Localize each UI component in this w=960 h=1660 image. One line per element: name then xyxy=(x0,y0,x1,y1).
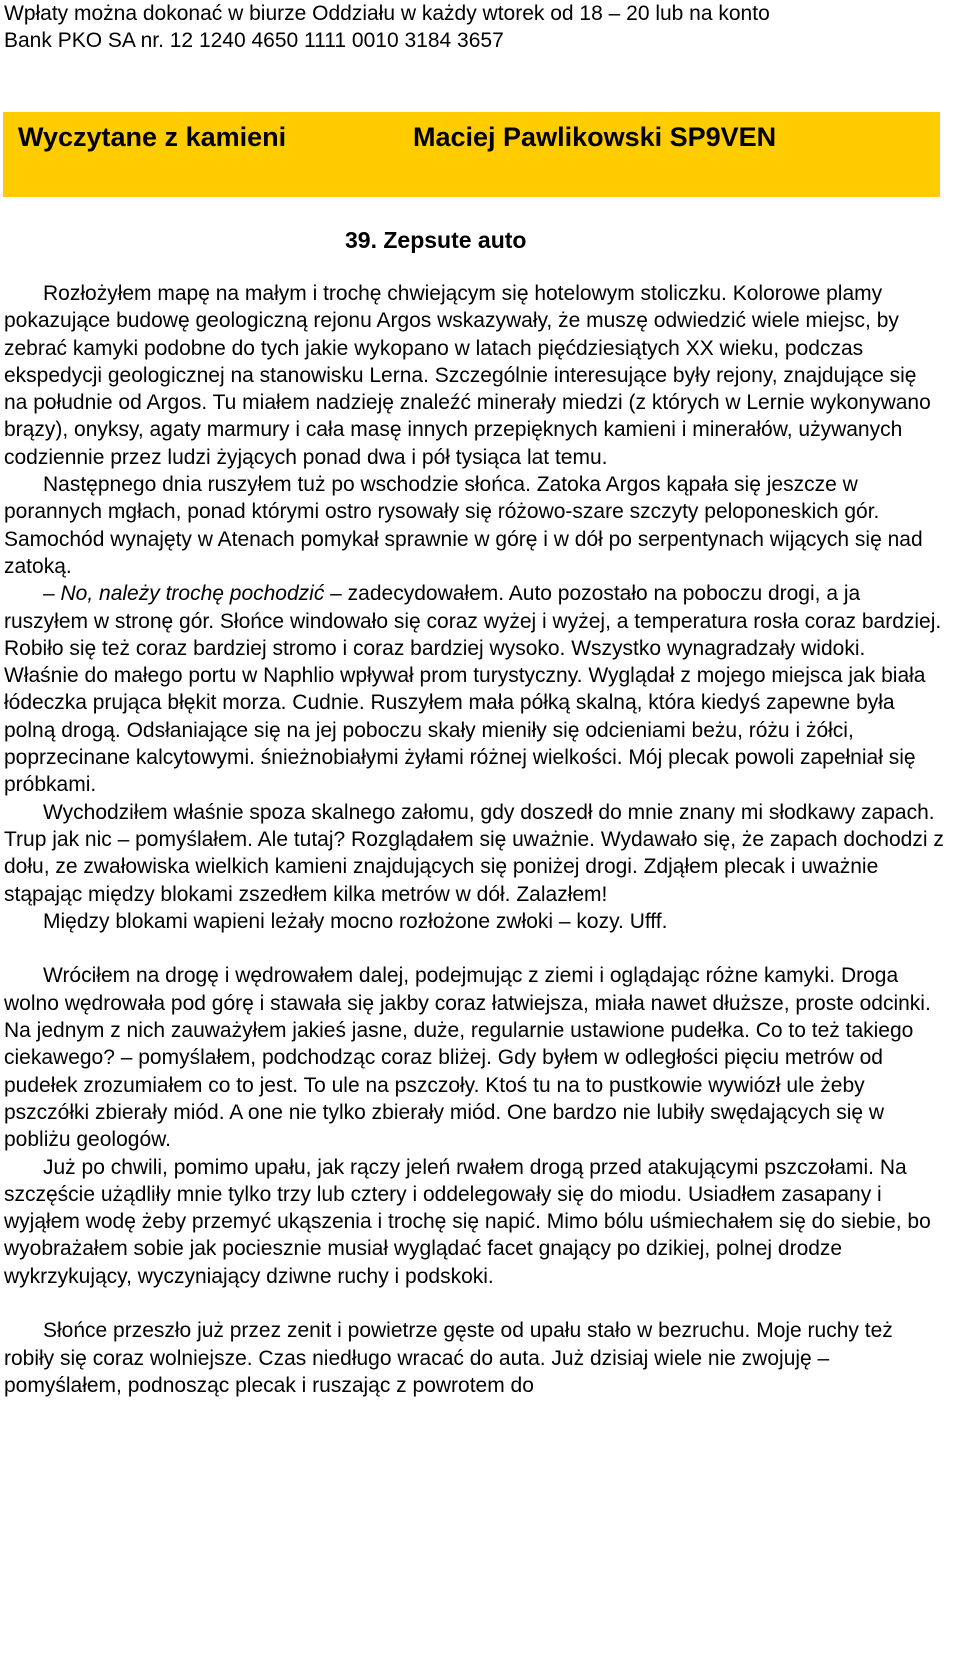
payment-notice-line1: Wpłaty można dokonać w biurze Oddziału w każdy wtorek od 18 – 20 lub na konto xyxy=(4,2,770,25)
paragraph xyxy=(4,580,944,798)
column-author: Maciej Pawlikowski SP9VEN xyxy=(413,122,777,152)
paragraph-gap xyxy=(4,935,944,962)
payment-notice-line2: Bank PKO SA nr. 12 1240 4650 1111 0010 3184 3657 xyxy=(4,29,504,52)
chapter-heading: 39. Zepsute auto xyxy=(345,227,527,253)
article-body xyxy=(4,280,944,1399)
payment-notice xyxy=(4,0,944,54)
document-page xyxy=(4,0,944,54)
paragraph: Następnego dnia ruszyłem tuż po wschodzie słońca. Zatoka Argos kąpała się jeszcze w porannych mgłach, ponad którymi ostro rysowały się różowo-szare szczyty peloponeskich gór. Samochód wynajęty w Atenach pomykał sprawnie w górę i w dół po serpentynach wijących się nad zatoką. xyxy=(4,473,923,578)
paragraph: Wychodziłem właśnie spoza skalnego załomu, gdy doszedł do mnie znany mi słodkawy zapach. Trup jak nic – pomyślałem. Ale tutaj? Rozglądałem się uważnie. Wydawało się, że zapach dochodzi z dołu, ze zwałowiska wielkich kamieni znajdujących się poniżej drogi. Zdjąłem plecak i uważnie stąpając między blokami zszedłem kilka metrów w dół. Zalazłem! xyxy=(4,800,944,906)
paragraph-gap xyxy=(4,1290,944,1317)
column-banner xyxy=(3,112,940,197)
paragraph: Słońce przeszło już przez zenit i powietrze gęste od upału stało w bezruchu. Moje ruchy też robiły się coraz wolniejsze. Czas niedługo wracać do auta. Już dzisiaj wiele nie zwojuję – pomyślałem, podnosząc plecak i ruszając z powrotem do xyxy=(4,1319,893,1397)
paragraph: Wróciłem na drogę i wędrowałem dalej, podejmując z ziemi i oglądając różne kamyki. Droga wolno wędrowała pod górę i stawała się jakby coraz łatwiejsza, miała nawet dłuższe, proste odcinki. Na jednym z nich zauważyłem jakieś jasne, duże, regularnie ustawione pudełka. Co to też takiego ciekawego? – pomyślałem, podchodząc coraz bliżej. Gdy byłem w odległości pięciu metrów od pudełek zrozumiałem co to jest. To ule na pszczoły. Ktoś tu na to pustkowie wywiózł ule żeby pszczółki zbierały miód. A one nie tylko zbierały miód. One bardzo nie lubiły swędających się w pobliżu geologów. xyxy=(4,964,931,1152)
paragraph: Rozłożyłem mapę na małym i trochę chwiejącym się hotelowym stoliczku. Kolorowe plamy pokazujące budowę geologiczną rejonu Argos wskazywały, że muszę odwiedzić wiele miejsc, by zebrać kamyki podobne do tych jakie wykopano w latach pięćdziesiątych XX wieku, podczas ekspedycji geologicznej na stanowisku Lerna. Szczególnie interesujące były rejony, znajdujące się na południe od Argos. Tu miałem nadzieję znaleźć minerały miedzi (z których w Lernie wykonywano brązy), onyksy, agaty marmury i cała masę innych przepięknych kamieni i minerałów, używanych codziennie przez ludzi żyjących ponad dwa i pół tysiąca lat temu. xyxy=(4,282,931,469)
paragraph: Już po chwili, pomimo upału, jak rączy jeleń rwałem drogą przed atakującymi pszczołami. Na szczęście użądliły mnie tylko trzy lub cztery i oddelegowały się do miodu. Usiadłem zasapany i wyjąłem wodę żeby przemyć ukąszenia i trochę się napić. Mimo bólu uśmiechałem się do siebie, bo wyobrażałem sobie jak pociesznie musiał wyglądać facet gnający po dzikiej, polnej drodze wykrzykujący, wyczyniający dziwne ruchy i podskoki. xyxy=(4,1155,931,1288)
paragraph-text: – zadecydowałem. Auto pozostało na poboczu drogi, a ja ruszyłem w stronę gór. Słońce windowało się coraz wyżej i wyżej, a temperatura rosła coraz bardziej. Robiło się też coraz bardziej stromo i coraz bardziej wysoko. Wszystko wynagradzały widoki. Właśnie do małego portu w Naphlio wpływał prom turystyczny. Wyglądał z mojego miejsca jak biała łódeczka prująca błękit morza. Cudnie. Ruszyłem mała półką skalną, która kiedyś zapewne była polną drogą. Odsłaniające się na jej poboczu skały mieniły się odcieniami beżu, różu i żółci, poprzecinane kalcytowymi. śnieżnobiałymi żyłami różnej wielkości. Mój plecak powoli zapełniał się próbkami. xyxy=(4,582,942,797)
paragraph: Między blokami wapieni leżały mocno rozłożone zwłoki – kozy. Ufff. xyxy=(43,909,668,933)
dialogue-line: – No, należy trochę pochodzić xyxy=(43,582,325,606)
column-title: Wyczytane z kamieni xyxy=(18,122,287,152)
